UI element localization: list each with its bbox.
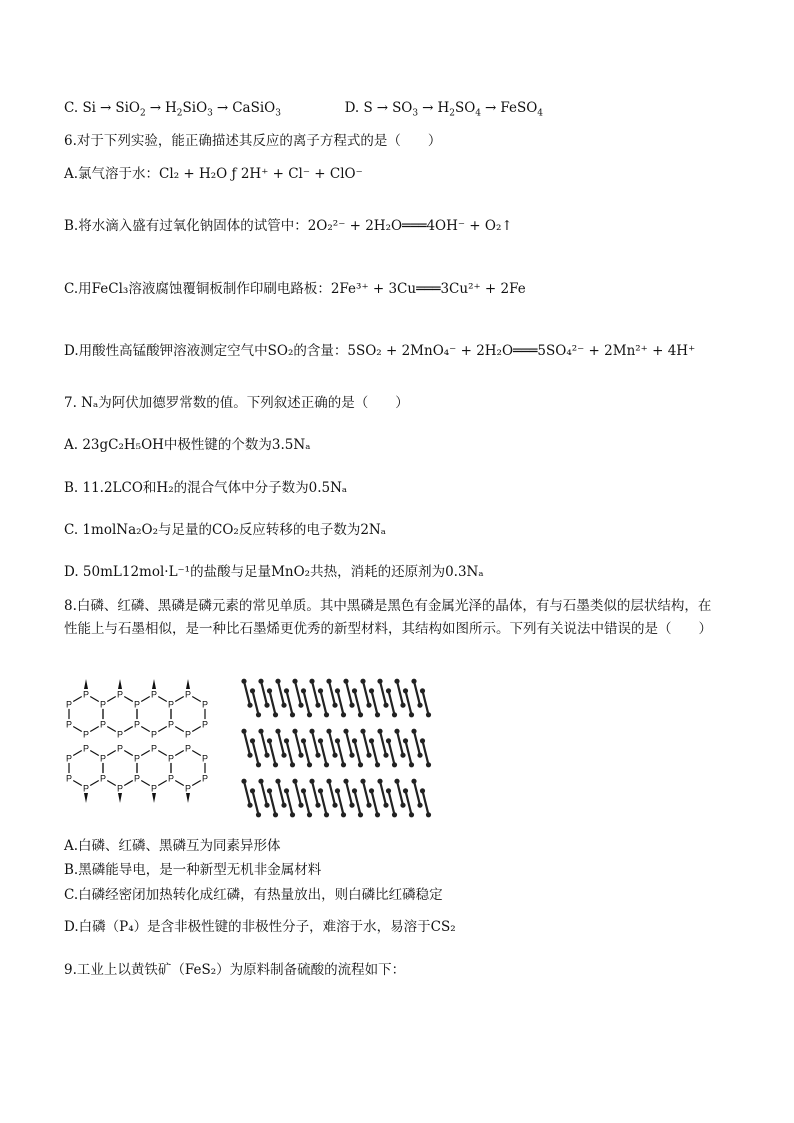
formula-si: Si	[82, 100, 97, 116]
layer-atom	[369, 688, 374, 693]
layer-bond	[270, 791, 276, 815]
layer-atom	[420, 788, 425, 793]
phosphorus-structure-figure	[64, 676, 444, 821]
layer-atom	[267, 738, 272, 743]
question-8-stem: 8.白磷、红磷、黑磷是磷元素的常见单质。其中黑磷是黑色有金属光泽的晶体，有与石墨类似的层状结构，在性能上与石墨相似，是一种比石墨烯更优秀的新型材料，其结构如图所示。下列有关说法中错误的是（ ）	[64, 598, 712, 637]
layer-atom	[241, 729, 246, 734]
subscript: 3	[412, 108, 419, 119]
question-6-option-d	[64, 342, 695, 360]
layer-atom	[394, 779, 399, 784]
layer-bond	[295, 731, 301, 755]
layer-atom	[301, 738, 306, 743]
layer-bond	[355, 741, 361, 765]
layer-bond	[244, 681, 250, 705]
layer-atom	[420, 688, 425, 693]
layer-atom	[250, 738, 255, 743]
subscript: 3	[275, 108, 281, 119]
layer-atom	[360, 779, 365, 784]
layer-atom	[324, 712, 329, 717]
layer-atom	[281, 703, 286, 708]
layer-bond	[389, 741, 395, 765]
layer-bond	[261, 681, 267, 705]
layer-bond	[423, 741, 429, 765]
layer-bond	[253, 741, 259, 765]
layer-atom	[264, 703, 269, 708]
layer-atom	[256, 712, 261, 717]
layer-atom	[284, 788, 289, 793]
layer-atom	[292, 729, 297, 734]
layer-atom	[264, 803, 269, 808]
atom-label: P	[82, 783, 90, 794]
layer-atom	[307, 812, 312, 817]
layer-atom	[392, 812, 397, 817]
layer-atom	[409, 762, 414, 767]
atom-label: P	[150, 689, 158, 700]
layer-bond	[278, 781, 284, 805]
layer-atom	[335, 788, 340, 793]
layer-atom	[281, 753, 286, 758]
atom-label: P	[116, 729, 124, 740]
atom-label: P	[184, 743, 192, 754]
layer-atom	[352, 738, 357, 743]
layer-bond	[338, 791, 344, 815]
layer-atom	[298, 703, 303, 708]
layer-bond	[253, 691, 259, 715]
layer-atom	[400, 703, 405, 708]
layer-atom	[309, 779, 314, 784]
layer-bond	[372, 741, 378, 765]
layer-bond	[312, 781, 318, 805]
layer-atom	[386, 738, 391, 743]
equation: Cl₂ + H₂O ƒ 2H⁺ + Cl⁻ + ClO⁻	[159, 166, 363, 182]
layer-bond	[338, 691, 344, 715]
layer-atom	[394, 729, 399, 734]
layer-bond	[321, 791, 327, 815]
formula-casio3: CaSiO	[232, 100, 276, 116]
arrow-icon: →	[100, 100, 112, 116]
formula-sio2: SiO	[115, 100, 140, 116]
layer-atom	[307, 762, 312, 767]
formula-part: SiO	[182, 100, 208, 116]
atom-label: P	[201, 753, 209, 764]
layer-atom	[318, 738, 323, 743]
formula-s: S	[363, 100, 373, 116]
atom-label: P	[167, 719, 175, 730]
layer-atom	[386, 688, 391, 693]
layer-bond	[414, 781, 420, 805]
atom-label: P	[150, 743, 158, 754]
layer-bond	[329, 681, 335, 705]
layer-atom	[290, 762, 295, 767]
option-text: A.氯气溶于水：	[64, 166, 160, 182]
question-6-option-a	[64, 165, 363, 183]
layer-bond	[372, 791, 378, 815]
layer-bond	[329, 731, 335, 755]
atom-label: P	[133, 719, 141, 730]
layer-bond	[406, 791, 412, 815]
question-7-option-a: A. 23gC₂H₅OH中极性键的个数为3.5Nₐ	[64, 437, 311, 453]
layer-bond	[380, 731, 386, 755]
layer-atom	[409, 712, 414, 717]
layer-atom	[417, 803, 422, 808]
layer-atom	[400, 753, 405, 758]
layer-atom	[360, 729, 365, 734]
layer-atom	[258, 729, 263, 734]
option-text: D.用酸性高锰酸钾溶液测定空气中SO₂的含量：	[64, 343, 348, 359]
atom-label: P	[184, 729, 192, 740]
layer-atom	[292, 679, 297, 684]
layer-atom	[298, 803, 303, 808]
question-6-option-c	[64, 280, 526, 298]
layer-bond	[287, 791, 293, 815]
atom-label: P	[99, 719, 107, 730]
layer-atom	[352, 688, 357, 693]
atom-label: P	[201, 773, 209, 784]
layer-atom	[349, 803, 354, 808]
subscript: 3	[207, 108, 213, 119]
layer-atom	[298, 753, 303, 758]
arrow-icon: →	[485, 100, 497, 116]
layer-atom	[383, 803, 388, 808]
wedge-bond	[186, 793, 190, 803]
arrow-icon: →	[149, 100, 162, 116]
atom-label: P	[133, 773, 141, 784]
layer-atom	[301, 688, 306, 693]
layer-atom	[315, 753, 320, 758]
layer-bond	[414, 731, 420, 755]
question-8-option-b: B.黑磷能导电，是一种新型无机非金属材料	[64, 862, 322, 878]
layer-atom	[318, 688, 323, 693]
layer-atom	[284, 738, 289, 743]
layer-atom	[383, 703, 388, 708]
layer-atom	[324, 812, 329, 817]
layer-bond	[389, 691, 395, 715]
layer-bond	[406, 741, 412, 765]
question-6-stem: 6.对于下列实验，能正确描述其反应的离子方程式的是（ ）	[64, 133, 442, 149]
layer-atom	[343, 779, 348, 784]
layer-bond	[346, 731, 352, 755]
layer-bond	[304, 791, 310, 815]
wedge-bond	[152, 793, 156, 803]
layer-atom	[400, 803, 405, 808]
layer-atom	[273, 762, 278, 767]
layer-bond	[261, 731, 267, 755]
layer-bond	[329, 781, 335, 805]
layer-atom	[375, 712, 380, 717]
option-row-c-d	[64, 99, 543, 117]
option-text: C.用FeCl₃溶液腐蚀覆铜板制作印刷电路板：	[64, 281, 331, 297]
layer-atom	[394, 679, 399, 684]
layer-atom	[326, 679, 331, 684]
atom-label: P	[82, 743, 90, 754]
layer-bond	[355, 791, 361, 815]
layer-bond	[338, 741, 344, 765]
layer-atom	[247, 803, 252, 808]
layer-bond	[423, 791, 429, 815]
layer-bond	[389, 791, 395, 815]
layer-atom	[332, 753, 337, 758]
layer-atom	[377, 779, 382, 784]
layer-bond	[380, 781, 386, 805]
layer-atom	[369, 788, 374, 793]
layer-bond	[363, 781, 369, 805]
layer-atom	[315, 803, 320, 808]
layer-atom	[349, 753, 354, 758]
question-7-stem: 7. Nₐ为阿伏加德罗常数的值。下列叙述正确的是（ ）	[64, 395, 409, 411]
layer-atom	[349, 703, 354, 708]
layer-bond	[397, 731, 403, 755]
question-8-option-d: D.白磷（P₄）是含非极性键的非极性分子，难溶于水，易溶于CS₂	[64, 919, 456, 935]
layer-atom	[264, 753, 269, 758]
layer-atom	[417, 703, 422, 708]
layer-atom	[375, 812, 380, 817]
subscript: 4	[537, 108, 543, 119]
atom-label: P	[116, 689, 124, 700]
layer-atom	[273, 812, 278, 817]
question-8-option-a: A.白磷、红磷、黑磷互为同素异形体	[64, 838, 281, 854]
formula-h2so4: H	[437, 100, 450, 116]
subscript: 2	[449, 108, 455, 119]
arrow-icon: →	[216, 100, 229, 116]
layer-bond	[380, 681, 386, 705]
layer-bond	[397, 681, 403, 705]
question-9-stem: 9.工业上以黄铁矿（FeS₂）为原料制备硫酸的流程如下：	[64, 962, 406, 978]
layer-atom	[403, 738, 408, 743]
layer-atom	[326, 779, 331, 784]
formula-so3: SO	[392, 100, 413, 116]
layer-atom	[250, 688, 255, 693]
subscript: 2	[176, 108, 183, 119]
layer-atom	[411, 729, 416, 734]
layer-atom	[426, 812, 431, 817]
layer-atom	[358, 812, 363, 817]
wedge-bond	[118, 793, 122, 803]
option-d-label: D.	[344, 100, 364, 116]
layer-bond	[312, 731, 318, 755]
layer-atom	[352, 788, 357, 793]
layer-atom	[403, 788, 408, 793]
wedge-bond	[118, 679, 122, 689]
atom-label: P	[65, 719, 73, 730]
wedge-bond	[152, 679, 156, 689]
layer-atom	[315, 703, 320, 708]
layer-atom	[332, 803, 337, 808]
atom-label: P	[65, 699, 73, 710]
wedge-bond	[84, 793, 88, 803]
layer-bond	[355, 691, 361, 715]
atom-label: P	[82, 689, 90, 700]
white-phosphorus-structure	[64, 679, 210, 803]
question-6-option-b	[64, 217, 513, 235]
atom-label: P	[167, 753, 175, 764]
layer-atom	[267, 688, 272, 693]
layer-bond	[346, 681, 352, 705]
layer-atom	[411, 679, 416, 684]
atom-label: P	[150, 729, 158, 740]
layer-atom	[258, 679, 263, 684]
layer-bond	[423, 691, 429, 715]
layer-bond	[261, 781, 267, 805]
layer-atom	[335, 738, 340, 743]
equation: 2O₂²⁻ + 2H₂O═══4OH⁻ + O₂↑	[307, 218, 513, 234]
option-text: B.将水滴入盛有过氧化钠固体的试管中：	[64, 218, 308, 234]
layer-atom	[275, 679, 280, 684]
layer-atom	[358, 762, 363, 767]
layer-atom	[247, 753, 252, 758]
formula-h2sio3: H	[165, 100, 177, 116]
layer-atom	[275, 729, 280, 734]
layer-bond	[287, 691, 293, 715]
layer-atom	[307, 712, 312, 717]
layer-bond	[363, 681, 369, 705]
layer-atom	[332, 703, 337, 708]
atom-label: P	[99, 699, 107, 710]
layer-bond	[363, 731, 369, 755]
wedge-bond	[186, 679, 190, 689]
layer-bond	[278, 731, 284, 755]
layer-atom	[324, 762, 329, 767]
layer-atom	[341, 712, 346, 717]
atom-label: P	[184, 783, 192, 794]
layer-bond	[304, 691, 310, 715]
layer-atom	[411, 779, 416, 784]
layer-atom	[258, 779, 263, 784]
option-c-label: C.	[64, 100, 83, 116]
layer-atom	[360, 679, 365, 684]
layer-atom	[241, 679, 246, 684]
atom-label: P	[116, 783, 124, 794]
layer-atom	[341, 762, 346, 767]
layer-atom	[366, 753, 371, 758]
layer-bond	[295, 681, 301, 705]
atom-label: P	[133, 699, 141, 710]
layer-atom	[335, 688, 340, 693]
layer-atom	[247, 703, 252, 708]
layer-bond	[270, 741, 276, 765]
formula-part: SO	[454, 100, 476, 116]
arrow-icon: →	[422, 100, 434, 116]
question-7-option-d: D. 50mL12mol·L⁻¹的盐酸与足量MnO₂共热，消耗的还原剂为0.3Nₐ	[64, 564, 484, 580]
layer-atom	[369, 738, 374, 743]
atom-label: P	[201, 719, 209, 730]
layer-atom	[290, 712, 295, 717]
layer-atom	[377, 679, 382, 684]
layer-atom	[377, 729, 382, 734]
layer-atom	[366, 803, 371, 808]
layer-bond	[295, 781, 301, 805]
atom-label: P	[184, 689, 192, 700]
layer-atom	[358, 712, 363, 717]
layer-atom	[256, 812, 261, 817]
layer-atom	[383, 753, 388, 758]
layer-bond	[372, 691, 378, 715]
layer-atom	[343, 679, 348, 684]
layer-atom	[426, 762, 431, 767]
layer-atom	[309, 679, 314, 684]
layer-atom	[343, 729, 348, 734]
layer-atom	[301, 788, 306, 793]
layer-bond	[270, 691, 276, 715]
layer-atom	[250, 788, 255, 793]
layer-atom	[392, 762, 397, 767]
subscript: 4	[475, 108, 482, 119]
layer-bond	[278, 681, 284, 705]
layer-atom	[392, 712, 397, 717]
layer-atom	[273, 712, 278, 717]
layer-atom	[375, 762, 380, 767]
layer-atom	[292, 779, 297, 784]
black-phosphorus-structure	[241, 679, 431, 818]
layer-atom	[409, 812, 414, 817]
layer-atom	[366, 703, 371, 708]
atom-label: P	[167, 773, 175, 784]
atom-label: P	[99, 753, 107, 764]
layer-bond	[304, 741, 310, 765]
layer-bond	[346, 781, 352, 805]
wedge-bond	[84, 679, 88, 689]
layer-atom	[417, 753, 422, 758]
layer-bond	[244, 781, 250, 805]
subscript: 2	[139, 108, 146, 119]
layer-atom	[309, 729, 314, 734]
formula-feso4: FeSO	[500, 100, 538, 116]
layer-atom	[290, 812, 295, 817]
question-7-option-c: C. 1molNa₂O₂与足量的CO₂反应转移的电子数为2Nₐ	[64, 522, 386, 538]
layer-bond	[414, 681, 420, 705]
arrow-icon: →	[376, 100, 389, 116]
layer-bond	[397, 781, 403, 805]
layer-atom	[426, 712, 431, 717]
layer-bond	[244, 731, 250, 755]
layer-atom	[420, 738, 425, 743]
equation: 5SO₂ + 2MnO₄⁻ + 2H₂O═══5SO₄²⁻ + 2Mn²⁺ + 4H⁺	[347, 343, 696, 359]
atom-label: P	[116, 743, 124, 754]
layer-bond	[287, 741, 293, 765]
layer-atom	[267, 788, 272, 793]
equation: 2Fe³⁺ + 3Cu═══3Cu²⁺ + 2Fe	[330, 281, 526, 297]
atom-label: P	[150, 783, 158, 794]
question-7-option-b: B. 11.2LCO和H₂的混合气体中分子数为0.5Nₐ	[64, 480, 348, 496]
layer-atom	[256, 762, 261, 767]
layer-atom	[341, 812, 346, 817]
atom-label: P	[167, 699, 175, 710]
atom-label: P	[133, 753, 141, 764]
atom-label: P	[82, 729, 90, 740]
atom-label: P	[99, 773, 107, 784]
layer-atom	[241, 779, 246, 784]
atom-label: P	[201, 699, 209, 710]
atom-label: P	[65, 773, 73, 784]
layer-bond	[406, 691, 412, 715]
layer-atom	[318, 788, 323, 793]
layer-bond	[253, 791, 259, 815]
layer-atom	[403, 688, 408, 693]
layer-bond	[312, 681, 318, 705]
layer-bond	[321, 741, 327, 765]
layer-atom	[326, 729, 331, 734]
layer-atom	[386, 788, 391, 793]
layer-atom	[281, 803, 286, 808]
question-8-option-c: C.白磷经密闭加热转化成红磷，有热量放出，则白磷比红磷稳定	[64, 887, 443, 903]
layer-bond	[321, 691, 327, 715]
layer-atom	[275, 779, 280, 784]
layer-atom	[284, 688, 289, 693]
atom-label: P	[65, 753, 73, 764]
